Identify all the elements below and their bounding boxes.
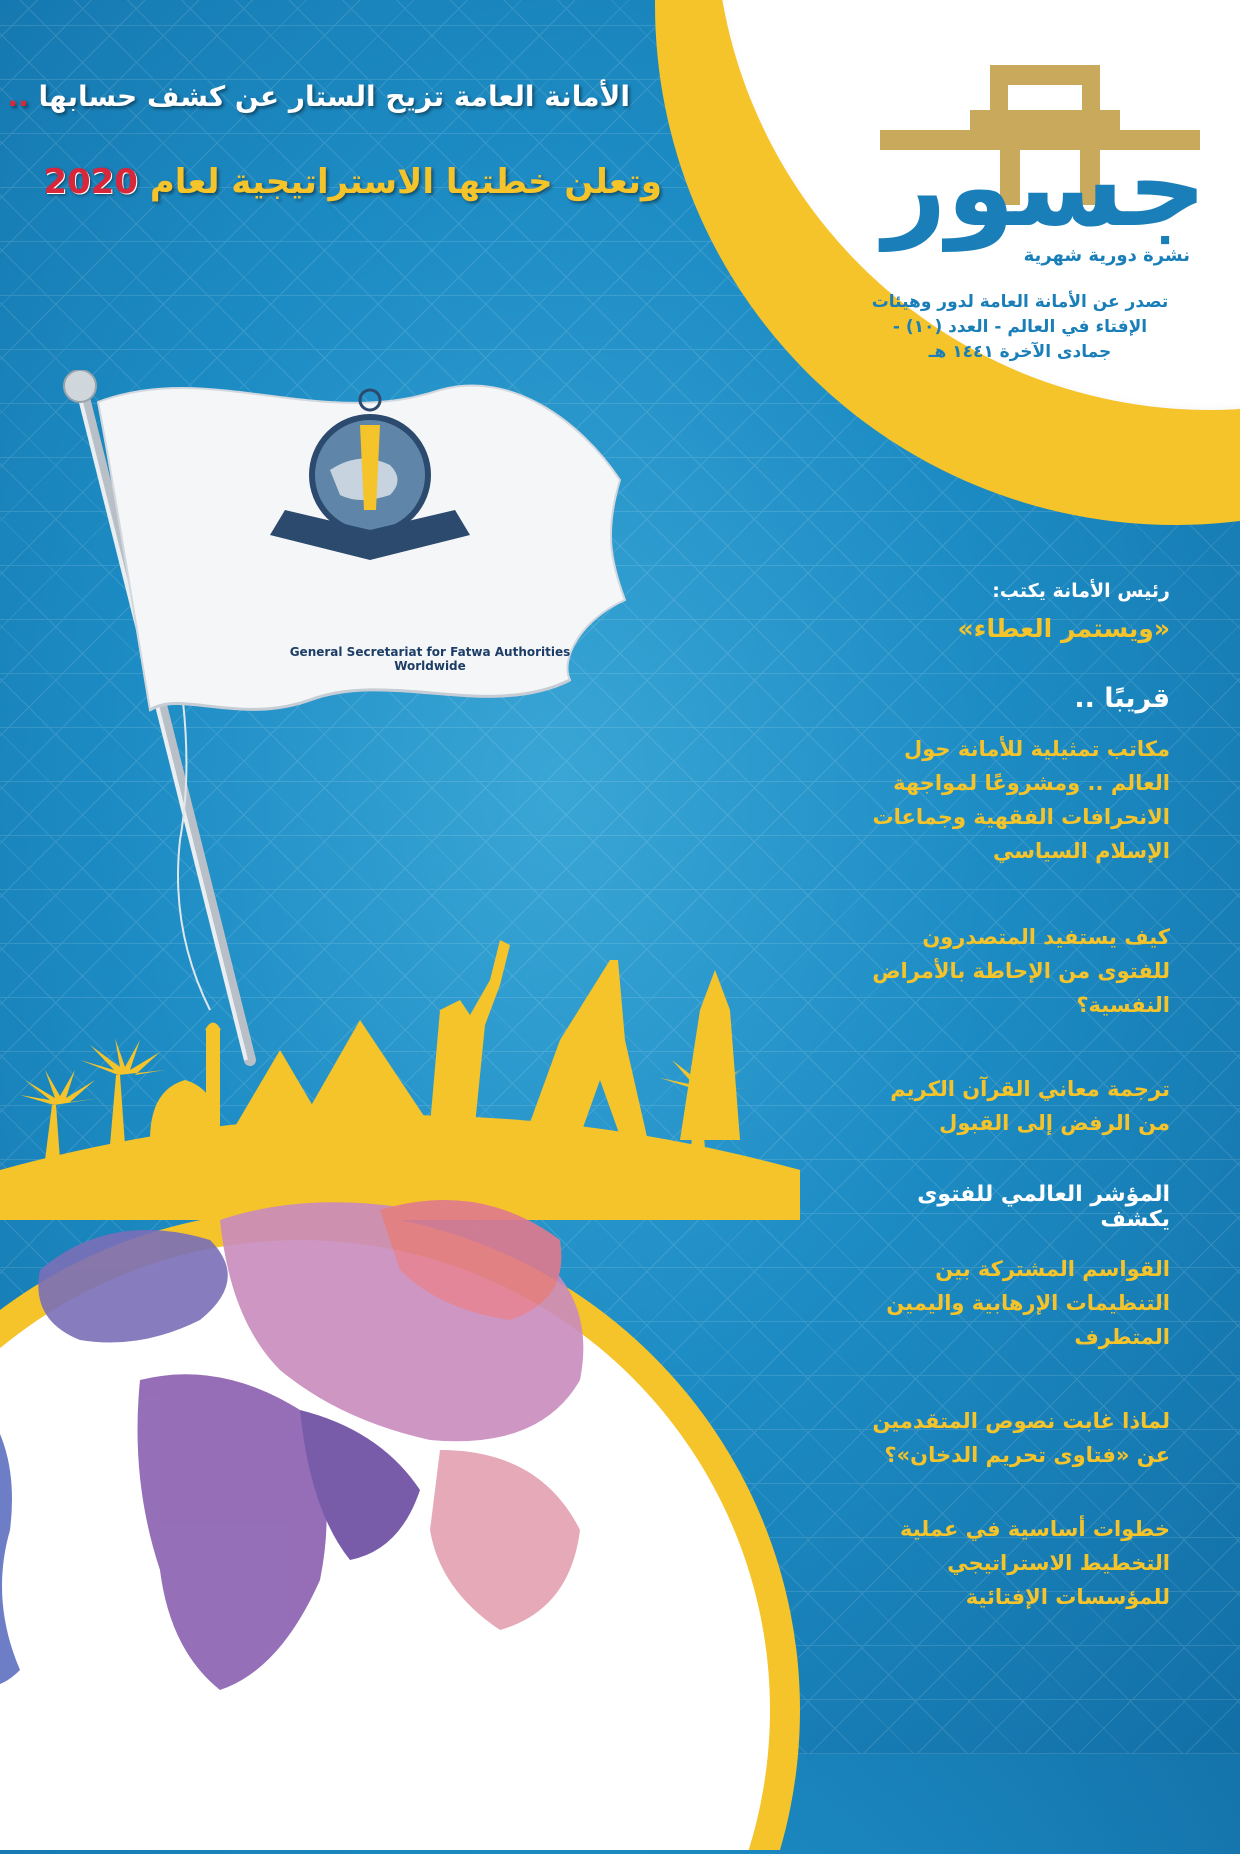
toc-line: المتطرف [1074, 1325, 1170, 1349]
publisher-line: جمادى الآخرة ١٤٤١ هـ [928, 342, 1112, 362]
toc-line: خطوات أساسية في عملية [900, 1517, 1170, 1541]
coming-soon-label: قريبًا .. [1074, 683, 1170, 714]
toc-item [840, 1252, 1170, 1354]
publisher-line: الإفتاء في العالم - العدد (١٠) - [892, 317, 1148, 337]
logo-text: جسور [883, 123, 1207, 251]
toc-item [840, 1512, 1170, 1614]
president-label: رئيس الأمانة يكتب: [992, 580, 1170, 602]
toc-line: من الرفض إلى القبول [939, 1111, 1170, 1135]
toc-line: مكاتب تمثيلية للأمانة حول [904, 737, 1170, 761]
world-globe [0, 1150, 820, 1850]
toc-line: النفسية؟ [1076, 993, 1170, 1017]
headline-primary-text: الأمانة العامة تزيح الستار عن كشف حسابها [38, 80, 630, 113]
toc-line: التخطيط الاستراتيجي [947, 1551, 1170, 1575]
publisher-line: تصدر عن الأمانة العامة لدور وهيئات [871, 292, 1169, 312]
president-article: «ويستمر العطاء» [957, 614, 1170, 643]
toc-line: القواسم المشتركة بين [935, 1257, 1170, 1281]
masthead-tagline: نشرة دورية شهرية [1023, 245, 1190, 266]
toc-item [840, 1072, 1170, 1140]
headline-secondary [30, 162, 662, 202]
flag-english-caption: General Secretariat for Fatwa Authorities Worldwide [289, 645, 571, 673]
headline-secondary-text: وتعلن خطتها الاستراتيجية لعام [149, 162, 662, 202]
toc-line: للفتوى من الإحاطة بالأمراض [872, 959, 1170, 983]
headline-dots: .. [7, 80, 29, 113]
publisher-info [860, 290, 1180, 365]
headline-primary [7, 80, 630, 113]
toc-line: عن «فتاوى تحريم الدخان»؟ [884, 1443, 1170, 1467]
toc-line: الانحرافات الفقهية وجماعات [872, 805, 1170, 829]
table-of-contents [840, 580, 1170, 1614]
toc-item [840, 920, 1170, 1022]
masthead-logo [850, 55, 1210, 275]
toc-line: ترجمة معاني القرآن الكريم [890, 1077, 1170, 1101]
index-label: المؤشر العالمي للفتوى يكشف [917, 1182, 1170, 1232]
toc-line: كيف يستفيد المتصدرون [922, 925, 1170, 949]
toc-item [840, 1404, 1170, 1472]
toc-line: العالم .. ومشروعًا لمواجهة [893, 771, 1170, 795]
toc-item [840, 732, 1170, 868]
toc-line: الإسلام السياسي [993, 839, 1170, 863]
headline-year: 2020 [43, 162, 138, 202]
toc-line: التنظيمات الإرهابية واليمين [886, 1291, 1170, 1315]
toc-line: للمؤسسات الإفتائية [965, 1585, 1170, 1609]
toc-line: لماذا غابت نصوص المتقدمين [872, 1409, 1170, 1433]
